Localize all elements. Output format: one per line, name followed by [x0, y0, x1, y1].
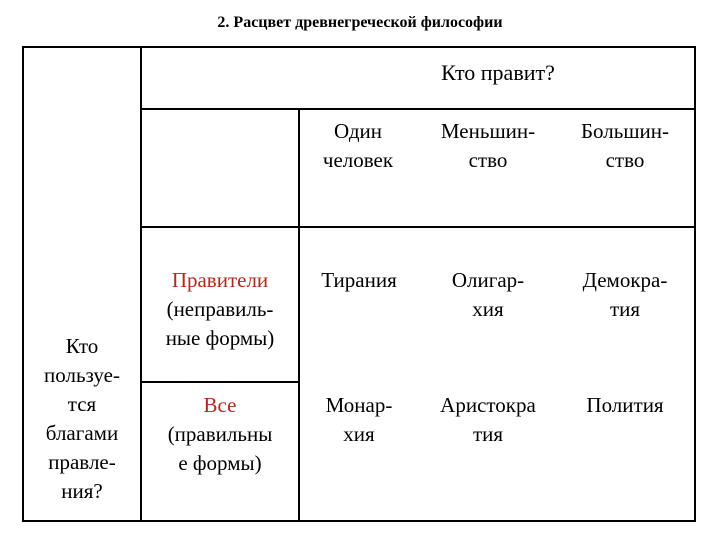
cell-democracy: Демокра- тия [582, 268, 668, 321]
row-label-rulers: Правители (неправиль- ные формы) [142, 266, 298, 353]
beneficiary-question-label: Кто пользуе- тся благами правле- ния? [44, 334, 120, 503]
table-divider-horizontal [140, 108, 696, 110]
cell-polity: Полития [586, 393, 664, 417]
cell-tyranny: Тирания [321, 268, 397, 292]
table-divider-vertical [298, 110, 300, 522]
column-header-minority: Меньшин- ство [440, 119, 536, 172]
row-label-all: Все (правильны е формы) [142, 391, 298, 478]
row-label-main: Правители [171, 268, 269, 292]
column-header-one-person: Один человек [322, 119, 394, 172]
table-divider-horizontal [140, 381, 298, 383]
who-rules-header: Кто правит? [441, 60, 555, 85]
table-divider-horizontal [140, 226, 696, 228]
cell-oligarchy: Олигар- хия [451, 268, 525, 321]
page-title: 2. Расцвет древнегреческой философии [217, 14, 503, 31]
cell-monarchy: Монар- хия [325, 393, 393, 446]
row-label-main: Все [203, 393, 237, 417]
column-header-majority: Большин- ство [581, 119, 669, 172]
cell-aristocracy: Аристокра тия [440, 393, 536, 446]
